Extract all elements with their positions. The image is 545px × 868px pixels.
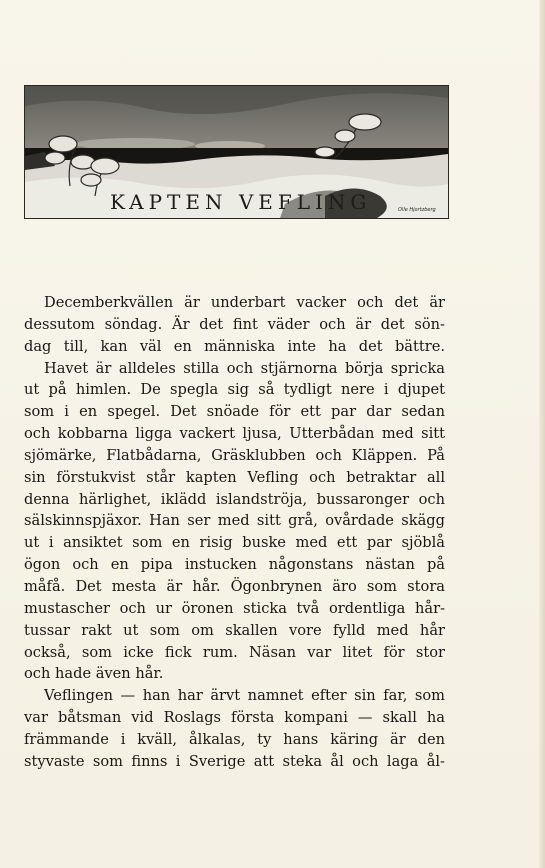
text-line: och kobbarna ligga vackert ljusa, Utterbådan med sitt bbox=[24, 425, 445, 443]
text-line: och hade även hår. bbox=[24, 665, 164, 683]
page-edge bbox=[539, 0, 545, 868]
body-text bbox=[24, 292, 445, 773]
text-line: mustascher och ur öronen sticka två ordentliga hår- bbox=[24, 599, 445, 617]
text-line: ut på himlen. De spegla sig så tydligt nere i djupet bbox=[24, 381, 445, 399]
text-line: främmande i kväll, ålkalas, ty hans käring är den bbox=[24, 730, 445, 748]
text-line: sin förstukvist står kapten Vefling och betraktar all bbox=[24, 468, 445, 486]
text-line: ut i ansiktet som en risig buske med ett par sjöblå bbox=[24, 534, 445, 552]
text-line: sälskinnspjäxor. Han ser med sitt grå, ovårdade skägg bbox=[24, 512, 445, 530]
text-line: Veflingen — han har ärvt namnet efter sin far, som bbox=[44, 687, 445, 705]
text-line: ögon och en pipa instucken någonstans nästan på bbox=[24, 556, 445, 574]
text-line: var båtsman vid Roslags första kompani — skall ha bbox=[24, 709, 445, 727]
text-line: måfå. Det mesta är hår. Ögonbrynen äro som stora bbox=[24, 577, 445, 595]
text-line: denna härlighet, iklädd islandströja, bussaronger och bbox=[24, 490, 445, 508]
text-line: som i en spegel. Det snöade för ett par dar sedan bbox=[24, 403, 445, 421]
artist-signature: Olle Hjortzberg bbox=[398, 207, 436, 213]
chapter-title: KAPTEN VEFLING bbox=[110, 190, 372, 214]
text-line: dag till, kan väl en människa inte ha det bättre. bbox=[24, 337, 445, 355]
text-line: också, som icke fick rum. Näsan var litet för stor bbox=[24, 643, 445, 661]
text-line: styvaste som finns i Sverige att steka ål och laga ål- bbox=[24, 752, 445, 770]
text-line: dessutom söndag. Är det fint väder och är det sön- bbox=[24, 315, 445, 333]
text-line: Decemberkvällen är underbart vacker och det är bbox=[44, 294, 445, 311]
text-line: Havet är alldeles stilla och stjärnorna börja spricka bbox=[44, 359, 445, 377]
text-line: tussar rakt ut som om skallen vore fylld med hår bbox=[24, 621, 445, 639]
text-line: sjömärke, Flatbådarna, Gräsklubben och Kläppen. På bbox=[24, 446, 445, 464]
